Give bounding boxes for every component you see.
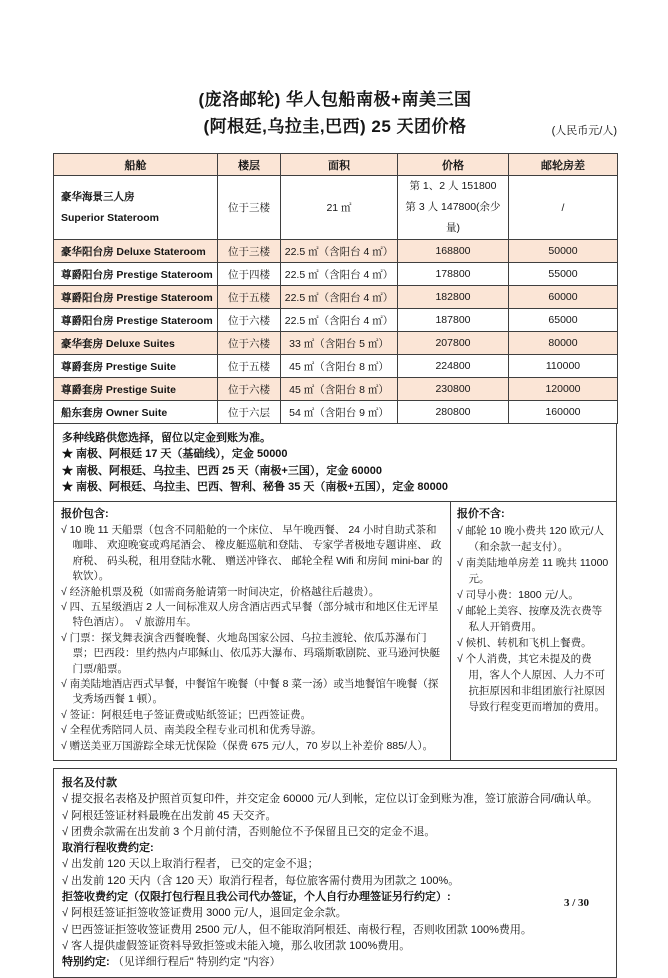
price-cell: 280800 xyxy=(398,401,509,424)
signup-heading: 报名及付款 xyxy=(62,776,117,789)
table-row xyxy=(54,263,618,286)
quote-includes-heading: 报价包含: xyxy=(61,508,109,521)
price-cell: 168800 xyxy=(398,240,509,263)
table-row xyxy=(54,401,618,424)
area-cell: 22.5 ㎡（含阳台 4 ㎡） xyxy=(281,240,398,263)
route-option: ★ 南极、阿根廷、乌拉圭、巴西 25 天（南极+三国），定金 60000 xyxy=(62,464,382,477)
header-floor: 楼层 xyxy=(218,154,281,176)
area-cell: 22.5 ㎡（含阳台 4 ㎡） xyxy=(281,263,398,286)
routes-intro: 多种线路供您选择，留位以定金到账为准。 xyxy=(62,431,271,444)
area-cell: 45 ㎡（含阳台 8 ㎡） xyxy=(281,355,398,378)
diff-cell: 160000 xyxy=(509,401,618,424)
area-cell: 54 ㎡（含阳台 9 ㎡） xyxy=(281,401,398,424)
diff-cell: 60000 xyxy=(509,286,618,309)
cabin-cell: 船东套房 Owner Suite xyxy=(54,401,218,424)
floor-cell: 位于五楼 xyxy=(218,286,281,309)
special-terms-label: 特别约定: xyxy=(62,956,110,969)
visa-refusal-item: √ 客人提供虚假签证资料导致拒签或未能入境，那么收团款 100%费用。 xyxy=(62,939,411,952)
header-cabin: 船舱 xyxy=(54,154,218,176)
header-diff: 邮轮房差 xyxy=(509,154,618,176)
cabin-name-en: Superior Stateroom xyxy=(61,211,160,224)
table-row xyxy=(54,309,618,332)
cabin-cell: 豪华套房 Deluxe Suites xyxy=(54,332,218,355)
cancellation-item: √ 出发前 120 天以上取消行程者， 已交的定金不退； xyxy=(62,858,319,871)
visa-refusal-item: √ 巴西签证拒签收签证费用 2500 元/人，但不能取消阿根廷、南极行程，否则收团款 100%费用。 xyxy=(62,923,532,936)
page-content xyxy=(53,0,617,978)
include-item: √ 门票：探戈舞表演含西餐晚餐、火地岛国家公园、乌拉圭渡轮、依瓜苏瀑布门票；巴西段：里约热内卢耶稣山、依瓜苏大瀑布、玛瑙斯歌剧院、亚马逊河快艇门票/船票。 xyxy=(61,631,441,675)
include-item: √ 南美陆地酒店西式早餐，中餐馆午晚餐（中餐 8 菜一汤）或当地餐馆午晚餐（探戈秀场西餐 1 顿）。 xyxy=(61,677,439,706)
pricing-table xyxy=(53,153,618,424)
price-cell: 182800 xyxy=(398,286,509,309)
page-title-line1: (庞洛邮轮) 华人包船南极+南美三国 xyxy=(198,90,472,109)
visa-refusal-heading: 拒签收费约定（仅限打包行程且我公司代办签证，个人自行办理签证另行约定）: xyxy=(62,891,451,904)
include-item: √ 经济舱机票及税（如需商务舱请第一时间决定，价格越往后越贵）。 xyxy=(61,585,380,598)
table-row xyxy=(54,286,618,309)
include-item: √ 四、五星级酒店 2 人一间标准双人房含酒店西式早餐（部分城市和地区住无评星特色酒店）。 √ 旅游用车。 xyxy=(61,600,439,629)
signup-item: √ 提交报名表格及护照首页复印件，并交定金 60000 元/人到帐，定位以订金到账为准，签订旅游合同/确认单。 xyxy=(62,793,598,806)
price-cell: 224800 xyxy=(398,355,509,378)
area-cell: 33 ㎡（含阳台 5 ㎡） xyxy=(281,332,398,355)
diff-cell: 120000 xyxy=(509,378,618,401)
signup-payment-box xyxy=(53,768,617,978)
price-line1: 第 1、2 人 151800 xyxy=(409,180,497,192)
visa-refusal-item: √ 阿根廷签证拒签收签证费用 3000 元/人，退回定金余款。 xyxy=(62,907,347,920)
cabin-name: 豪华海景三人房 xyxy=(61,190,135,203)
route-option: ★ 南极、阿根廷 17 天（基础线），定金 50000 xyxy=(62,448,288,461)
exclude-item: √ 候机、转机和飞机上餐费。 xyxy=(457,636,592,649)
include-item: √ 10 晚 11 天船票（包含不同船舱的一个床位、 早午晚西餐、 24 小时自助式茶和咖啡、 欢迎晚宴或鸡尾酒会、 橡皮艇巡航和登陆、 专家学者极地专题讲座、 政府税、 码头税，租用登陆水靴、 赠送冲锋衣、 邮轮全程 Wifi 和房间 mini-bar 的软饮）。 xyxy=(61,523,443,583)
price-cell: 230800 xyxy=(398,378,509,401)
floor-cell: 位于六楼 xyxy=(218,332,281,355)
special-terms-text: （见详细行程后" 特别约定 "内容） xyxy=(112,956,281,969)
floor-cell: 位于六楼 xyxy=(218,309,281,332)
quote-excludes-box xyxy=(451,502,616,760)
diff-cell: 110000 xyxy=(509,355,618,378)
currency-unit-note: (人民币元/人) xyxy=(551,125,617,137)
diff-cell: / xyxy=(509,176,618,240)
floor-cell: 位于五楼 xyxy=(218,355,281,378)
table-row xyxy=(54,240,618,263)
cabin-cell: 尊爵套房 Prestige Suite xyxy=(54,378,218,401)
price-cell: 187800 xyxy=(398,309,509,332)
floor-cell: 位于六层 xyxy=(218,401,281,424)
routes-box xyxy=(53,424,617,502)
include-item: √ 签证：阿根廷电子签证费或贴纸签证；巴西签证费。 xyxy=(61,708,312,721)
cancellation-heading: 取消行程收费约定: xyxy=(62,842,154,855)
area-cell: 22.5 ㎡（含阳台 4 ㎡） xyxy=(281,286,398,309)
include-exclude-section xyxy=(53,502,617,761)
area-cell: 22.5 ㎡（含阳台 4 ㎡） xyxy=(281,309,398,332)
exclude-item: √ 南美陆地单房差 11 晚共 11000 元。 xyxy=(457,556,609,585)
price-cell: 207800 xyxy=(398,332,509,355)
table-header-row xyxy=(54,154,618,176)
table-row xyxy=(54,378,618,401)
diff-cell: 65000 xyxy=(509,309,618,332)
price-line2: 第 3 人 147800(余少量) xyxy=(405,201,501,234)
table-row xyxy=(54,332,618,355)
price-cell xyxy=(398,176,509,240)
cabin-cell: 豪华阳台房 Deluxe Stateroom xyxy=(54,240,218,263)
special-terms-line xyxy=(62,954,608,970)
quote-includes-box xyxy=(54,502,451,760)
table-row xyxy=(54,355,618,378)
floor-cell: 位于三楼 xyxy=(218,176,281,240)
cabin-cell: 尊爵套房 Prestige Suite xyxy=(54,355,218,378)
include-item: √ 赠送美亚万国游踪全球无忧保险（保费 675 元/人，70 岁以上补差价 885/人）。 xyxy=(61,739,434,752)
exclude-item: √ 司导小费：1800 元/人。 xyxy=(457,588,579,601)
floor-cell: 位于六楼 xyxy=(218,378,281,401)
floor-cell: 位于三楼 xyxy=(218,240,281,263)
exclude-item: √ 个人消费，其它未提及的费用，客人个人原因、人力不可抗拒原因和非组团旅行社原因导致行程变更而增加的费用。 xyxy=(457,652,606,713)
header-area: 面积 xyxy=(281,154,398,176)
diff-cell: 80000 xyxy=(509,332,618,355)
table-row xyxy=(54,176,618,240)
exclude-item: √ 邮轮 10 晚小费共 120 欧元/人（和余款一起支付）。 xyxy=(457,524,604,553)
title-block xyxy=(53,0,617,140)
area-cell: 21 ㎡ xyxy=(281,176,398,240)
diff-cell: 50000 xyxy=(509,240,618,263)
page-number: 3 / 30 xyxy=(563,897,589,909)
diff-cell: 55000 xyxy=(509,263,618,286)
header-price: 价格 xyxy=(398,154,509,176)
floor-cell: 位于四楼 xyxy=(218,263,281,286)
cabin-cell: 尊爵阳台房 Prestige Stateroom xyxy=(54,309,218,332)
area-cell: 45 ㎡（含阳台 8 ㎡） xyxy=(281,378,398,401)
signup-item: √ 团费余款需在出发前 3 个月前付清，否则舱位不予保留且已交的定金不退。 xyxy=(62,825,436,838)
route-option: ★ 南极、阿根廷、乌拉圭、巴西、智利、秘鲁 35 天（南极+五国），定金 80000 xyxy=(62,481,448,494)
include-item: √ 全程优秀陪同人员、南美段全程专业司机和优秀导游。 xyxy=(61,724,322,737)
cabin-cell: 尊爵阳台房 Prestige Stateroom xyxy=(54,263,218,286)
cabin-cell xyxy=(54,176,218,240)
exclude-item: √ 邮轮上美容、按摩及洗衣费等私人开销费用。 xyxy=(457,604,603,633)
cabin-cell: 尊爵阳台房 Prestige Stateroom xyxy=(54,286,218,309)
cancellation-item: √ 出发前 120 天内（含 120 天）取消行程者，每位旅客需付费用为团款之 100%。 xyxy=(62,874,460,887)
signup-item: √ 阿根廷签证材料最晚在出发前 45 天交齐。 xyxy=(62,809,277,822)
price-cell: 178800 xyxy=(398,263,509,286)
page-title-line2: (阿根廷,乌拉圭,巴西) 25 天团价格 xyxy=(203,117,467,136)
quote-excludes-heading: 报价不含: xyxy=(457,508,505,521)
